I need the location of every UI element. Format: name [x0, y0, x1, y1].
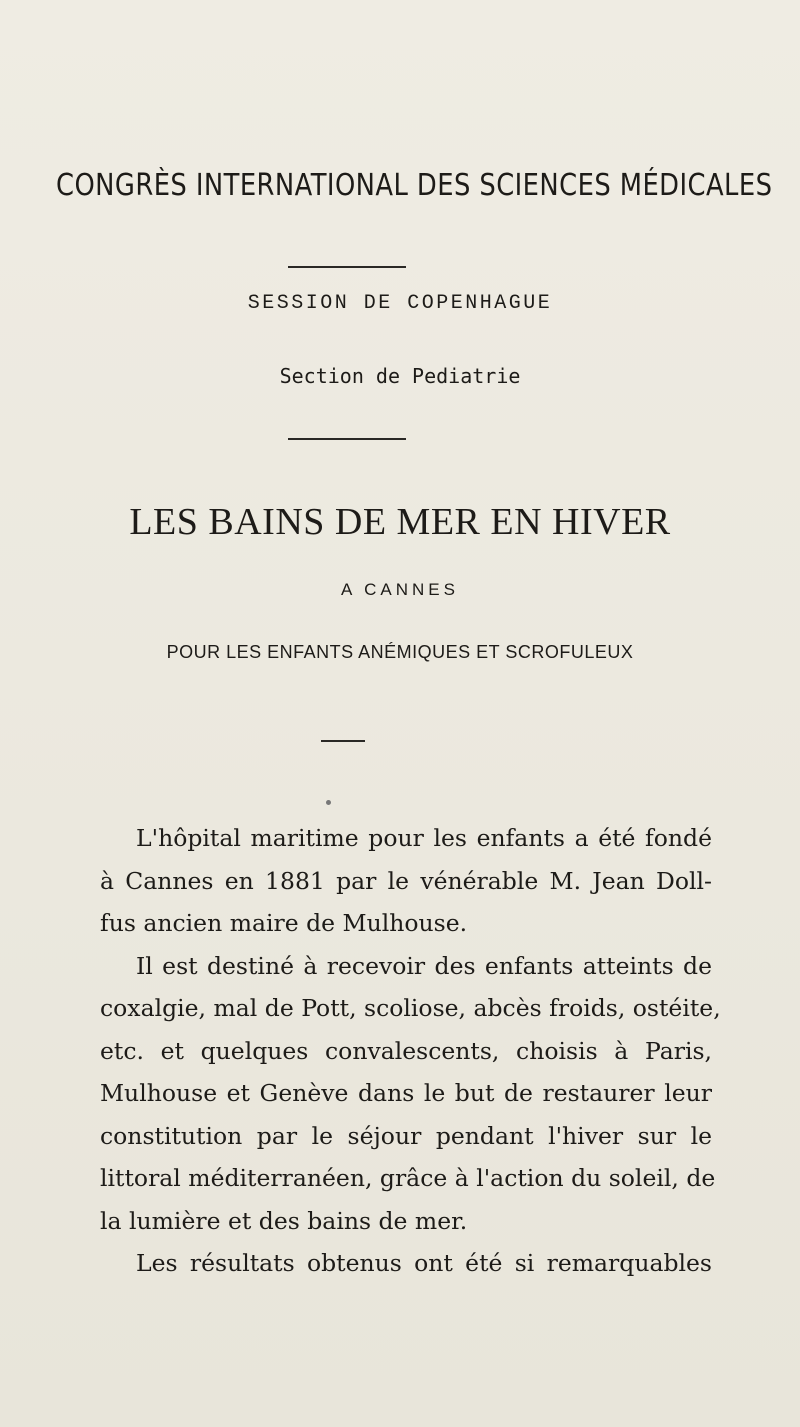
- rule-middle: [288, 438, 406, 440]
- rule-short: [321, 740, 365, 742]
- congress-heading: CONGRÈS INTERNATIONAL DES SCIENCES MÉDICALES: [56, 168, 773, 203]
- rule-top: [288, 266, 406, 268]
- text-line: Mulhouse et Genève dans le but de restaurer leur: [100, 1079, 712, 1107]
- text-line: littoral méditerranéen, grâce à l'action du soleil, de: [100, 1164, 716, 1192]
- place-subtitle: A CANNES: [341, 580, 459, 599]
- text-line: Les résultats obtenus ont été si remarquables: [136, 1249, 712, 1277]
- main-title: LES BAINS DE MER EN HIVER: [129, 501, 671, 543]
- ink-dot: [326, 800, 331, 805]
- text-line: fus ancien maire de Mulhouse.: [100, 909, 468, 937]
- subtitle: POUR LES ENFANTS ANÉMIQUES ET SCROFULEUX: [166, 642, 634, 662]
- paragraph-2: [100, 945, 721, 1243]
- text-line: etc. et quelques convalescents, choisis à Paris,: [100, 1036, 712, 1065]
- paragraph-1: [100, 817, 712, 945]
- text-line: Il est destiné à recevoir des enfants atteints de: [136, 951, 712, 980]
- body-text: [100, 817, 721, 1285]
- text-line: coxalgie, mal de Pott, scoliose, abcès froids, ostéite,: [100, 994, 721, 1022]
- session-heading: SESSION DE COPENHAGUE: [247, 292, 553, 315]
- paragraph-3: [100, 1242, 712, 1285]
- text-line: la lumière et des bains de mer.: [100, 1206, 468, 1235]
- section-heading: Section de Pediatrie: [279, 364, 521, 388]
- text-line: L'hôpital maritime pour les enfants a été fondé: [136, 824, 712, 852]
- text-line: à Cannes en 1881 par le vénérable M. Jean Doll-: [100, 866, 712, 895]
- text-line: constitution par le séjour pendant l'hiver sur le: [100, 1121, 712, 1150]
